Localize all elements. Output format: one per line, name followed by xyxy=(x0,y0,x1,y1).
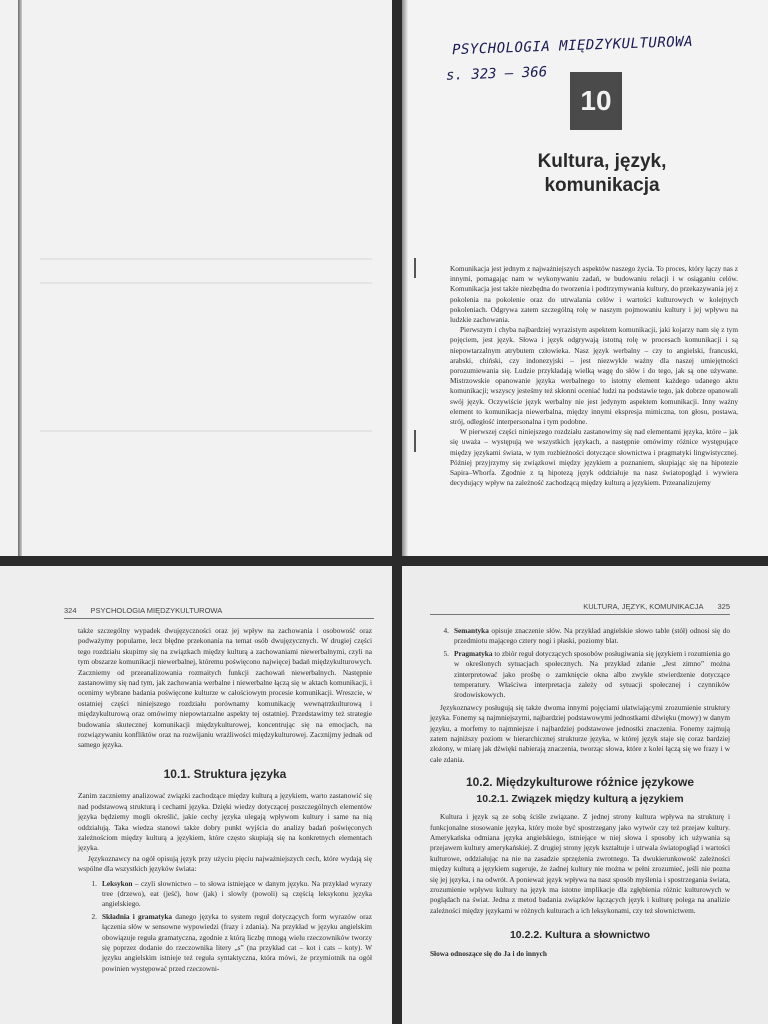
page-chapter-opener xyxy=(402,0,768,556)
feature-list xyxy=(78,879,372,975)
list-term: Składnia i gramatyka xyxy=(102,911,173,921)
chapter-number-box xyxy=(570,72,622,130)
page-number: 324 xyxy=(64,606,77,615)
list-term: Leksykon xyxy=(102,878,133,888)
paragraph: Językoznawcy na ogół opisują język przy użyciu pięciu najważniejszych cech, które wydają się wspólne dla wszystkich języków świata: xyxy=(78,853,372,874)
list-text: – czyli słownictwo – to słowa istniejące w danym języku. Na przykład wyrazy tree (drzewo), eat (jeść), how (jak) i slowly (powoli) są częścią leksykonu języka angielskiego. xyxy=(102,878,372,909)
subsection-heading: 10.2.1. Związek między kulturą a językiem xyxy=(476,792,684,805)
chapter-intro-text xyxy=(450,264,738,488)
paragraph: także szczególny wypadek dwujęzyczności oraz jej wpływ na zachowania i osobowość oraz podważymy popularne, lecz błędne przekonania na temat osób dwujęzycznych. W drugiej części tego rozdziału skupimy się na związkach między kulturą a zachowaniami niewerbalnymi, czyli na tym obszarze komunikacji niewerbalnej, któremu poświęcono najwięcej badań międzykulturowych. Zaczniemy od przeanalizowania rozmaitych funkcji zachowań niewerbalnych. Następnie zastanowimy się nad tym, jak zachowania werbalne i niewerbalne łączą się w aktach komunikacji, i ocenimy wybrane badania poświęcone kulturze w całościowym procesie komunikacji. Wreszcie, w ostatniej części niniejszego rozdziału porównamy komunikację wewnątrzkulturową i międzykulturową oraz omówimy niepowtarzalne aspekty tej ostatniej. Przedstawimy też strategie budowania skutecznej komunikacji międzykulturowej, koncentrując się na emocjach, na rozwiązywaniu konfliktów oraz na rozwijaniu wrażliwości międzykulturowej. Zacznijmy jednak od samego języka. xyxy=(78,626,372,750)
list-term: Semantyka xyxy=(454,626,489,635)
bleed-through-line xyxy=(40,430,372,432)
run-in-heading: Słowa odnoszące się do Ja i do innych xyxy=(430,948,547,958)
list-item xyxy=(430,626,730,647)
margin-mark xyxy=(414,430,416,452)
list-number: 2. xyxy=(91,911,97,921)
page-blank-left xyxy=(0,0,392,556)
page-number: 325 xyxy=(717,602,730,611)
chapter-title xyxy=(492,150,712,198)
chapter-title-line: komunikacja xyxy=(544,175,660,196)
bleed-through-line xyxy=(40,258,372,260)
page-body xyxy=(78,626,372,976)
bleed-through-line xyxy=(40,282,372,284)
paragraph: Zanim zaczniemy analizować związki zachodzące między kulturą a językiem, warto zastanowić się nad podstawową strukturą i cechami języka. Dzięki wiedzy dotyczącej poszczególnych elementów języka będziemy mogli określić, jakie cechy języka ulegają wpływom kultury i same na nią oddziałują. Taka wiedza stanowi także dobry punkt wyjścia do analizy badań poświęconych zależnościom między kulturą a językiem, które często skupiają się na konkretnych elementach języka. xyxy=(78,791,372,853)
subsection-heading: 10.2.2. Kultura a słownictwo xyxy=(509,929,651,942)
list-text: to zbiór reguł dotyczących sposobów posługiwania się językiem i rozumienia go w określonych sytuacjach społecznych. Na przykład zdanie „Jest zimno” można zinterpretować jako prośbę o zamknięcie okna albo zwykłe stwierdzenie dotyczące temperatury. Właściwa interpretacja zależy od sytuacji społecznej i czynników środowiskowych. xyxy=(454,648,730,700)
list-item xyxy=(78,879,372,910)
list-number: 1. xyxy=(91,878,97,888)
list-item xyxy=(78,912,372,974)
chapter-title-line: Kultura, język, xyxy=(537,151,667,172)
list-text: opisuje znaczenie słów. Na przykład angielskie słowo table (stół) odnosi się do przedmiotu mającego cztery nogi i płaski, poziomy blat. xyxy=(454,626,730,646)
running-head-title: KULTURA, JĘZYK, KOMUNIKACJA xyxy=(583,602,704,611)
handwritten-note-title: PSYCHOLOGIA MIĘDZYKULTUROWA xyxy=(451,33,694,59)
paragraph: W pierwszej części niniejszego rozdziału zastanowimy się nad elementami języka, które – jak się uważa – występują we wszystkich językach, a następnie omówimy różnice występujące między językami świata, w tym rozbieżności dotyczące słownictwa i pragmatyki lingwistycznej. Później przyjrzymy się związkowi między językiem a poznaniem, skupiając się na hipotezie Sapira–Whorfa. Zgodnie z tą hipotezą język oddziałuje na nasz światopogląd i wywiera decydujący wpływ na zależność zachodzącą między kulturą a językiem. Przeanalizujemy xyxy=(450,427,738,488)
list-item xyxy=(430,649,730,701)
list-number: 5. xyxy=(443,648,449,658)
paragraph: Językoznawcy posługują się także dwoma innymi pojęciami ułatwiającymi zrozumienie struktury języka. Fonemy są najmniejszymi, najbardziej podstawowymi jednostkami dźwięku (mowy) w danym języku, a morfemy to najmniejsze i najbardziej podstawowe jednostki znaczenia. Fonemy zajmują zatem najniższy poziom w hierarchicznej strukturze języka, w której język staje się coraz bardziej złożony, w miarę jak dźwięki nabierają znaczenia, tworząc słowa, które z kolei łączą się we frazy i w całe zdania. xyxy=(430,702,730,764)
handwritten-note-pages: s. 323 – 366 xyxy=(445,64,548,84)
page-body xyxy=(430,622,730,959)
paragraph: Pierwszym i chyba najbardziej wyrazistym aspektem komunikacji, jaki kojarzy nam się z tym pojęciem, jest język. Słowa i język odgrywają istotną rolę w procesach komunikacji i są niepowtarzalnym atrybutem człowieka. Nasz język werbalny – czy to angielski, francuski, arabski, chiński, czy indonezyjski – jest niezwykle ważny dla naszej umiejętności porozumiewania się. Ludzie przykładają wielką wagę do słów i do tego, jak są one używane. Mistrzowskie opanowanie języka werbalnego to istotny element każdego udanego aktu komunikacji; wszyscy jesteśmy też skłonni oceniać ludzi na podstawie tego, jak dobrze opanowali swój język. Oczywiście język werbalny nie jest jedynym aspektem komunikacji. Inny ważny element to komunikacja niewerbalna, między innymi ekspresja mimiczna, ton głosu, postawa, strój, odległość interpersonalna i tym podobne. xyxy=(450,325,738,427)
feature-list xyxy=(430,626,730,701)
page-shadow-edge xyxy=(18,0,22,556)
chapter-number: 10 xyxy=(580,85,612,116)
section-heading: 10.1. Struktura języka xyxy=(163,766,287,781)
list-term: Pragmatyka xyxy=(454,648,493,658)
running-header xyxy=(64,606,374,619)
paragraph: Kultura i język są ze sobą ściśle związane. Z jednej strony kultura wpływa na strukturę i funkcjonalne stosowanie języka, który może być spostrzegany jako wytwór czy też przejaw kultury. Amerykańska odmiana języka angielskiego, istniejące w niej słowa i sposoby ich używania są przejawem kultury amerykańskiej. Z drugiej strony język kształtuje i utrwala światopogląd i wartości kulturowe, oddziałując na nie na zasadzie sprzężenia zwrotnego. Ta dwukierunkowość zależności między kulturą a językiem sugeruje, że żadnej kultury nie można w pełni zrozumieć, jeśli nie pozna się jej języka, i na odwrót. A ponieważ język wpływa na nasz sposób myślenia i spostrzegania świata, zrozumienie wpływu kultury na język ma istotne implikacje dla zgłębienia różnic kulturowych w poglądach na świat. Jedna z metod badania związków łączących język i kulturę polega na analizie zależności między językami w różnych kulturach a ich leksykonami, czy też słownictwem. xyxy=(430,812,730,915)
page-325 xyxy=(402,566,768,1024)
page-shadow-edge xyxy=(402,0,408,556)
running-head-title: PSYCHOLOGIA MIĘDZYKULTUROWA xyxy=(90,606,223,615)
page-324 xyxy=(0,566,392,1024)
section-heading: 10.2. Międzykulturowe różnice językowe xyxy=(465,775,695,790)
list-text: danego języka to system reguł dotyczących form wyrazów oraz łączenia słów w sensowne wypowiedzi (frazy i zdania). Na przykład w języku angielskim obowiązuje reguła gramatyczna, zgodnie z którą liczbę mnogą wielu rzeczowników tworzy się poprzez dodanie do rzeczownika litery „s” (na przykład cat – kot i cats – koty). W języku angielskim istnieje też reguła syntaktyczna, która mówi, że przymiotnik na ogół powinien występować przed rzeczowni- xyxy=(102,911,372,973)
running-header xyxy=(430,602,730,615)
paragraph: Komunikacja jest jednym z najważniejszych aspektów naszego życia. To proces, który łączy nas z innymi, pomagając nam w wykonywaniu zadań, w budowaniu relacji i w osiąganiu celów. Komunikacja jest także niezbędna do tworzenia i podtrzymywania kultury, do przekazywania jej z pokolenia na pokolenie oraz do utrwalania celów i wartości kulturowych w kolejnych pokoleniach. Odgrywa zatem szczególną rolę w naszym pojmowaniu kultury i jej wpływu na ludzkie zachowania. xyxy=(450,264,738,325)
margin-mark xyxy=(414,258,416,278)
list-number: 4. xyxy=(443,626,449,635)
